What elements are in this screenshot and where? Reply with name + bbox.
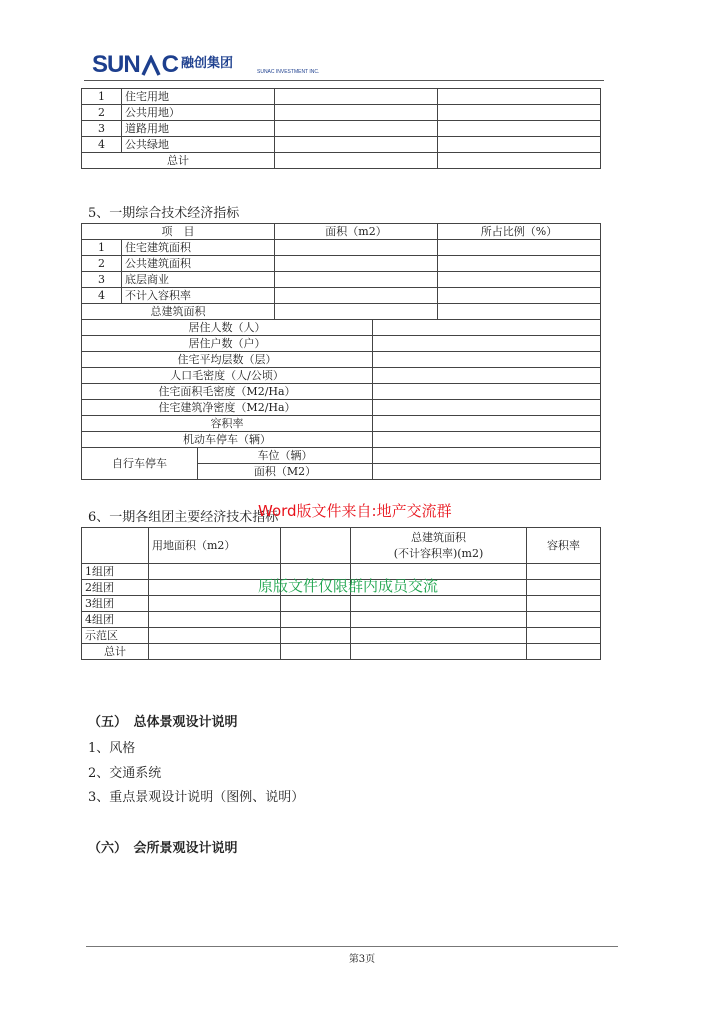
ratio-cell	[438, 121, 601, 137]
area-cell	[275, 256, 438, 272]
indicator-row	[82, 432, 601, 448]
land-use-table	[81, 88, 601, 169]
row-item: 公共绿地	[122, 137, 275, 153]
col-build-header	[351, 528, 527, 564]
indicator-label: 住宅平均层数（层）	[82, 352, 373, 368]
table-row	[82, 288, 601, 304]
row-number: 2	[82, 256, 122, 272]
col-ratio-header: 所占比例（%）	[438, 224, 601, 240]
table-row	[82, 256, 601, 272]
indicator-value	[373, 336, 601, 352]
watermark-green: 原版文件仅限群内成员交流	[258, 577, 439, 595]
section-five-item: 2、交通系统	[88, 766, 162, 781]
indicator-label: 住宅建筑净密度（M2/Ha）	[82, 400, 373, 416]
indicator-label: 居住户数（户）	[82, 336, 373, 352]
area-cell	[275, 304, 438, 320]
table-row	[82, 137, 601, 153]
col-area-header: 面积（m2）	[275, 224, 438, 240]
indicator-row	[82, 400, 601, 416]
ratio-cell	[438, 137, 601, 153]
area-cell	[275, 153, 438, 169]
watermark-red: Word版文件来自:地产交流群	[258, 502, 452, 520]
ratio-cell	[438, 256, 601, 272]
indicator-row	[82, 384, 601, 400]
row-item: 公共用地）	[122, 105, 275, 121]
row-number: 1	[82, 89, 122, 105]
row-number: 4	[82, 288, 122, 304]
col-far-header: 容积率	[527, 528, 601, 564]
table-row-total	[82, 153, 601, 169]
area-cell	[275, 272, 438, 288]
indicator-row	[82, 320, 601, 336]
group-label: 4组团	[82, 612, 149, 628]
data-cell	[281, 596, 351, 612]
indicator-value	[373, 464, 601, 480]
area-cell	[275, 288, 438, 304]
row-number: 1	[82, 240, 122, 256]
data-cell	[351, 644, 527, 660]
indicator-value	[373, 352, 601, 368]
data-cell	[149, 644, 281, 660]
data-cell	[281, 612, 351, 628]
row-number: 4	[82, 137, 122, 153]
row-item: 住宅建筑面积	[122, 240, 275, 256]
indicator-value	[373, 368, 601, 384]
indicator-row	[82, 336, 601, 352]
logo-a-mark-icon	[141, 55, 161, 77]
header-rule	[84, 80, 604, 81]
table-row-total	[82, 644, 601, 660]
data-cell	[351, 612, 527, 628]
logo-english-name: SUNAC INVESTMENT INC.	[257, 69, 320, 75]
area-cell	[275, 137, 438, 153]
indicator-value	[373, 384, 601, 400]
indicator-value	[373, 448, 601, 464]
table-row	[82, 240, 601, 256]
row-item: 住宅用地	[122, 89, 275, 105]
indicator-label: 居住人数（人）	[82, 320, 373, 336]
indicator-label: 容积率	[82, 416, 373, 432]
bike-sub-label: 车位（辆）	[198, 448, 373, 464]
group-label: 总计	[82, 644, 149, 660]
table-row-total	[82, 304, 601, 320]
group-label: 3组团	[82, 596, 149, 612]
logo-word-c: C	[161, 51, 179, 78]
bike-sub-label: 面积（M2）	[198, 464, 373, 480]
logo-chinese-name: 融创集团	[181, 55, 234, 71]
col-build-header-line-1: 总建筑面积	[411, 530, 466, 544]
data-cell	[527, 580, 601, 596]
indicator-label: 人口毛密度（人/公顷）	[82, 368, 373, 384]
indicator-row	[82, 368, 601, 384]
ratio-cell	[438, 105, 601, 121]
table-row	[82, 272, 601, 288]
col-build-header-line-2: (不计容积率)(m2)	[393, 546, 484, 560]
data-cell	[149, 612, 281, 628]
indicator-value	[373, 320, 601, 336]
col-item-header: 项 目	[82, 224, 275, 240]
footer-rule	[86, 946, 618, 947]
data-cell	[527, 596, 601, 612]
row-item: 底层商业	[122, 272, 275, 288]
table-row	[82, 105, 601, 121]
section-5-heading: 5、一期综合技术经济指标	[88, 206, 240, 221]
section-five-item: 1、风格	[88, 741, 136, 756]
area-cell	[275, 89, 438, 105]
row-item: 道路用地	[122, 121, 275, 137]
section-6-heading: 6、一期各组团主要经济技术指标	[88, 510, 279, 525]
data-cell	[527, 644, 601, 660]
table-row	[82, 612, 601, 628]
indicator-value	[373, 416, 601, 432]
area-cell	[275, 121, 438, 137]
table-header-row	[82, 224, 601, 240]
data-cell	[527, 628, 601, 644]
section-5-table	[81, 223, 601, 480]
row-item: 不计入容积率	[122, 288, 275, 304]
section-five-item: 3、重点景观设计说明（图例、说明）	[88, 790, 305, 805]
data-cell	[351, 628, 527, 644]
total-area-label: 总建筑面积	[82, 304, 275, 320]
ratio-cell	[438, 89, 601, 105]
table-row	[82, 89, 601, 105]
page-number: 第3页	[348, 954, 376, 965]
ratio-cell	[438, 304, 601, 320]
ratio-cell	[438, 153, 601, 169]
indicator-value	[373, 400, 601, 416]
row-item: 公共建筑面积	[122, 256, 275, 272]
data-cell	[351, 596, 527, 612]
row-number: 3	[82, 121, 122, 137]
indicator-row	[82, 352, 601, 368]
blank-header-cell	[281, 528, 351, 564]
data-cell	[149, 596, 281, 612]
section-five-heading: （五） 总体景观设计说明	[88, 715, 238, 730]
area-cell	[275, 105, 438, 121]
sunac-logo	[92, 51, 320, 78]
indicator-label: 机动车停车（辆）	[82, 432, 373, 448]
indicator-label: 住宅面积毛密度（M2/Ha）	[82, 384, 373, 400]
table-row	[82, 596, 601, 612]
ratio-cell	[438, 288, 601, 304]
data-cell	[527, 612, 601, 628]
data-cell	[149, 628, 281, 644]
row-number: 2	[82, 105, 122, 121]
data-cell	[527, 564, 601, 580]
col-land-header: 用地面积（m2）	[149, 528, 281, 564]
table-row	[82, 121, 601, 137]
indicator-value	[373, 432, 601, 448]
indicator-row	[82, 416, 601, 432]
total-label: 总计	[82, 153, 275, 169]
blank-header-cell	[82, 528, 149, 564]
group-label: 1组团	[82, 564, 149, 580]
row-number: 3	[82, 272, 122, 288]
ratio-cell	[438, 272, 601, 288]
ratio-cell	[438, 240, 601, 256]
data-cell	[281, 644, 351, 660]
bike-parking-label: 自行车停车	[82, 448, 198, 480]
area-cell	[275, 240, 438, 256]
table-row	[82, 628, 601, 644]
data-cell	[281, 628, 351, 644]
group-label: 示范区	[82, 628, 149, 644]
group-label: 2组团	[82, 580, 149, 596]
table-header-row	[82, 528, 601, 564]
section-six-heading: （六） 会所景观设计说明	[88, 841, 238, 856]
bike-row-spaces	[82, 448, 601, 464]
logo-word-sun: SUN	[92, 51, 140, 78]
